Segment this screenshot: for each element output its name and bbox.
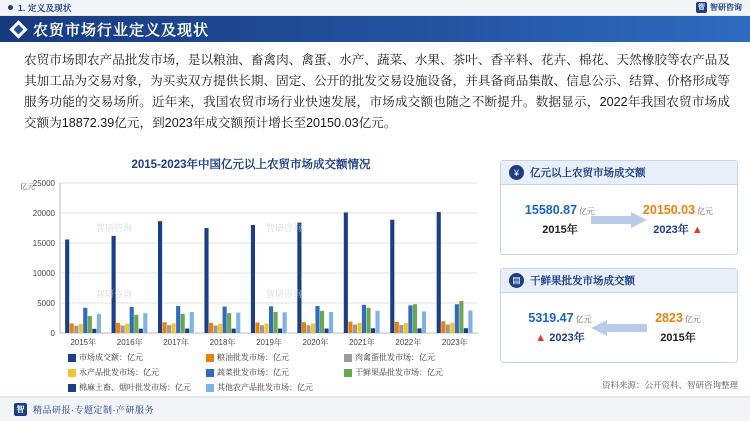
svg-text:25000: 25000 — [32, 179, 55, 188]
stat-left-value: 15580.87 亿元 — [524, 203, 596, 217]
svg-text:15000: 15000 — [32, 239, 55, 248]
svg-text:2018年: 2018年 — [209, 338, 236, 347]
svg-text:亿元: 亿元 — [20, 182, 35, 191]
legend-swatch — [206, 354, 214, 362]
bar-chart-svg — [16, 175, 486, 355]
legend-swatch — [68, 354, 76, 362]
stat-right-unit: 亿元 — [697, 207, 714, 216]
footer-text: 精品研报·专题定制·产研服务 — [33, 405, 154, 415]
bullet-icon — [8, 5, 13, 10]
trend-up-icon-2: ▲ — [535, 332, 547, 344]
watermark-3: 智研咨询 — [96, 289, 133, 299]
stat-box-header — [501, 161, 737, 185]
arrow-right-icon — [591, 212, 647, 228]
svg-text:2022年: 2022年 — [395, 338, 422, 347]
svg-text:2016年: 2016年 — [116, 338, 143, 347]
legend-label: 水产品批发市场：亿元 — [79, 368, 159, 377]
legend-label: 粮油批发市场：亿元 — [217, 353, 289, 362]
stat-box-header-2 — [501, 269, 737, 293]
watermark-2: 智研咨询 — [266, 223, 303, 233]
svg-text:0: 0 — [50, 329, 55, 338]
svg-text:2020年: 2020年 — [302, 338, 329, 347]
diamond-icon — [9, 20, 27, 38]
stat-left-year-2: ▲ 2023年 — [535, 332, 585, 344]
svg-text:5000: 5000 — [37, 299, 55, 308]
stat-box-body-2 — [501, 293, 737, 363]
svg-text:2019年: 2019年 — [256, 338, 282, 347]
stat-right-value: 20150.03 亿元 — [642, 203, 714, 217]
legend-item — [344, 352, 472, 363]
watermark-4: 智研咨询 — [266, 289, 303, 299]
legend-label: 干鲜果品批发市场：亿元 — [355, 368, 443, 377]
legend-swatch — [344, 369, 352, 377]
footer-mark-icon: 智 — [14, 403, 27, 416]
coin-icon: ¥ — [509, 165, 524, 180]
stat-left-year: 2015年 — [542, 224, 578, 236]
svg-text:2021年: 2021年 — [348, 338, 375, 347]
svg-text:2017年: 2017年 — [163, 338, 190, 347]
stat-left-unit: 亿元 — [579, 207, 596, 216]
legend-swatch — [206, 384, 214, 392]
stat-right-value-2: 2823 亿元 — [655, 311, 701, 325]
stat-box-fruit-turnover — [500, 268, 738, 363]
arrow-left-icon — [591, 320, 647, 336]
stat-box-title-2: 干鲜果批发市场成交额 — [530, 275, 635, 287]
legend-item — [68, 352, 196, 363]
watermark-1: 智研咨询 — [96, 223, 133, 233]
legend-swatch — [68, 384, 76, 392]
stat-box-market-turnover — [500, 160, 738, 255]
svg-text:10000: 10000 — [32, 269, 55, 278]
stat-left-value-2: 5319.47 亿元 — [528, 311, 592, 325]
stat-box-title: 亿元以上农贸市场成交额 — [530, 167, 646, 179]
top-breadcrumb-bar — [0, 0, 750, 16]
legend-swatch — [68, 369, 76, 377]
legend-item — [344, 367, 472, 378]
chart-card — [16, 156, 486, 396]
legend-item — [206, 352, 334, 363]
legend-label: 其他农产品批发市场：亿元 — [217, 383, 313, 392]
chart-plot-area — [16, 175, 486, 355]
svg-text:2023年: 2023年 — [441, 338, 468, 347]
legend-label: 肉禽蛋批发市场：亿元 — [355, 353, 435, 362]
body-paragraph: 农贸市场即农产品批发市场，是以粮油、畜禽肉、禽蛋、水产、蔬菜、水果、茶叶、香辛料、花卉、棉花、天然橡胶等农产品及其加工品为交易对象，为买卖双方提供长期、固定、公开的批发交易设施设备，并具备商品集散、信息公示、结算、价格形成等服务功能的交易场所。近年来，我国农贸市场行业快速发展，市场成交额也随之不断提升。数据显示，2022年我国农贸市场成交额为18872.39亿元，到2023年成交额预计增长至20150.03亿元。 — [24, 53, 730, 130]
legend-swatch — [344, 354, 352, 362]
svg-text:2015年: 2015年 — [70, 338, 97, 347]
legend-label: 蔬菜批发市场：亿元 — [217, 368, 289, 377]
stat-right-year-2: 2015年 — [660, 332, 696, 344]
source-note: 资料来源：公开资料、智研咨询整理 — [601, 380, 738, 390]
legend-item — [68, 367, 196, 378]
stat-right-year: 2023年 ▲ — [653, 224, 703, 236]
trend-up-icon: ▲ — [691, 224, 703, 236]
chart-legend — [68, 352, 488, 393]
brand-mark-icon: 智 — [698, 4, 705, 11]
legend-item — [206, 367, 334, 378]
breadcrumb: 1. 定义及现状 — [18, 2, 72, 13]
svg-text:20000: 20000 — [32, 209, 55, 218]
legend-label: 棉麻土畜、烟叶批发市场：亿元 — [79, 383, 191, 392]
chart-icon: ▤ — [509, 273, 524, 288]
stat-box-body — [501, 185, 737, 255]
stat-left-unit-2: 亿元 — [575, 315, 592, 324]
section-title-bar — [0, 16, 750, 42]
legend-item — [68, 382, 196, 393]
stat-right-unit-2: 亿元 — [684, 315, 701, 324]
footer-bar — [0, 397, 750, 421]
legend-label: 市场成交额：亿元 — [79, 353, 143, 362]
legend-swatch — [206, 369, 214, 377]
brand-name: 智研咨询 — [710, 3, 742, 12]
page-title: 农贸市场行业定义及现状 — [33, 21, 210, 39]
chart-title: 2015-2023年中国亿元以上农贸市场成交额情况 — [131, 159, 371, 171]
brand-logo — [696, 2, 742, 13]
legend-item — [206, 382, 334, 393]
